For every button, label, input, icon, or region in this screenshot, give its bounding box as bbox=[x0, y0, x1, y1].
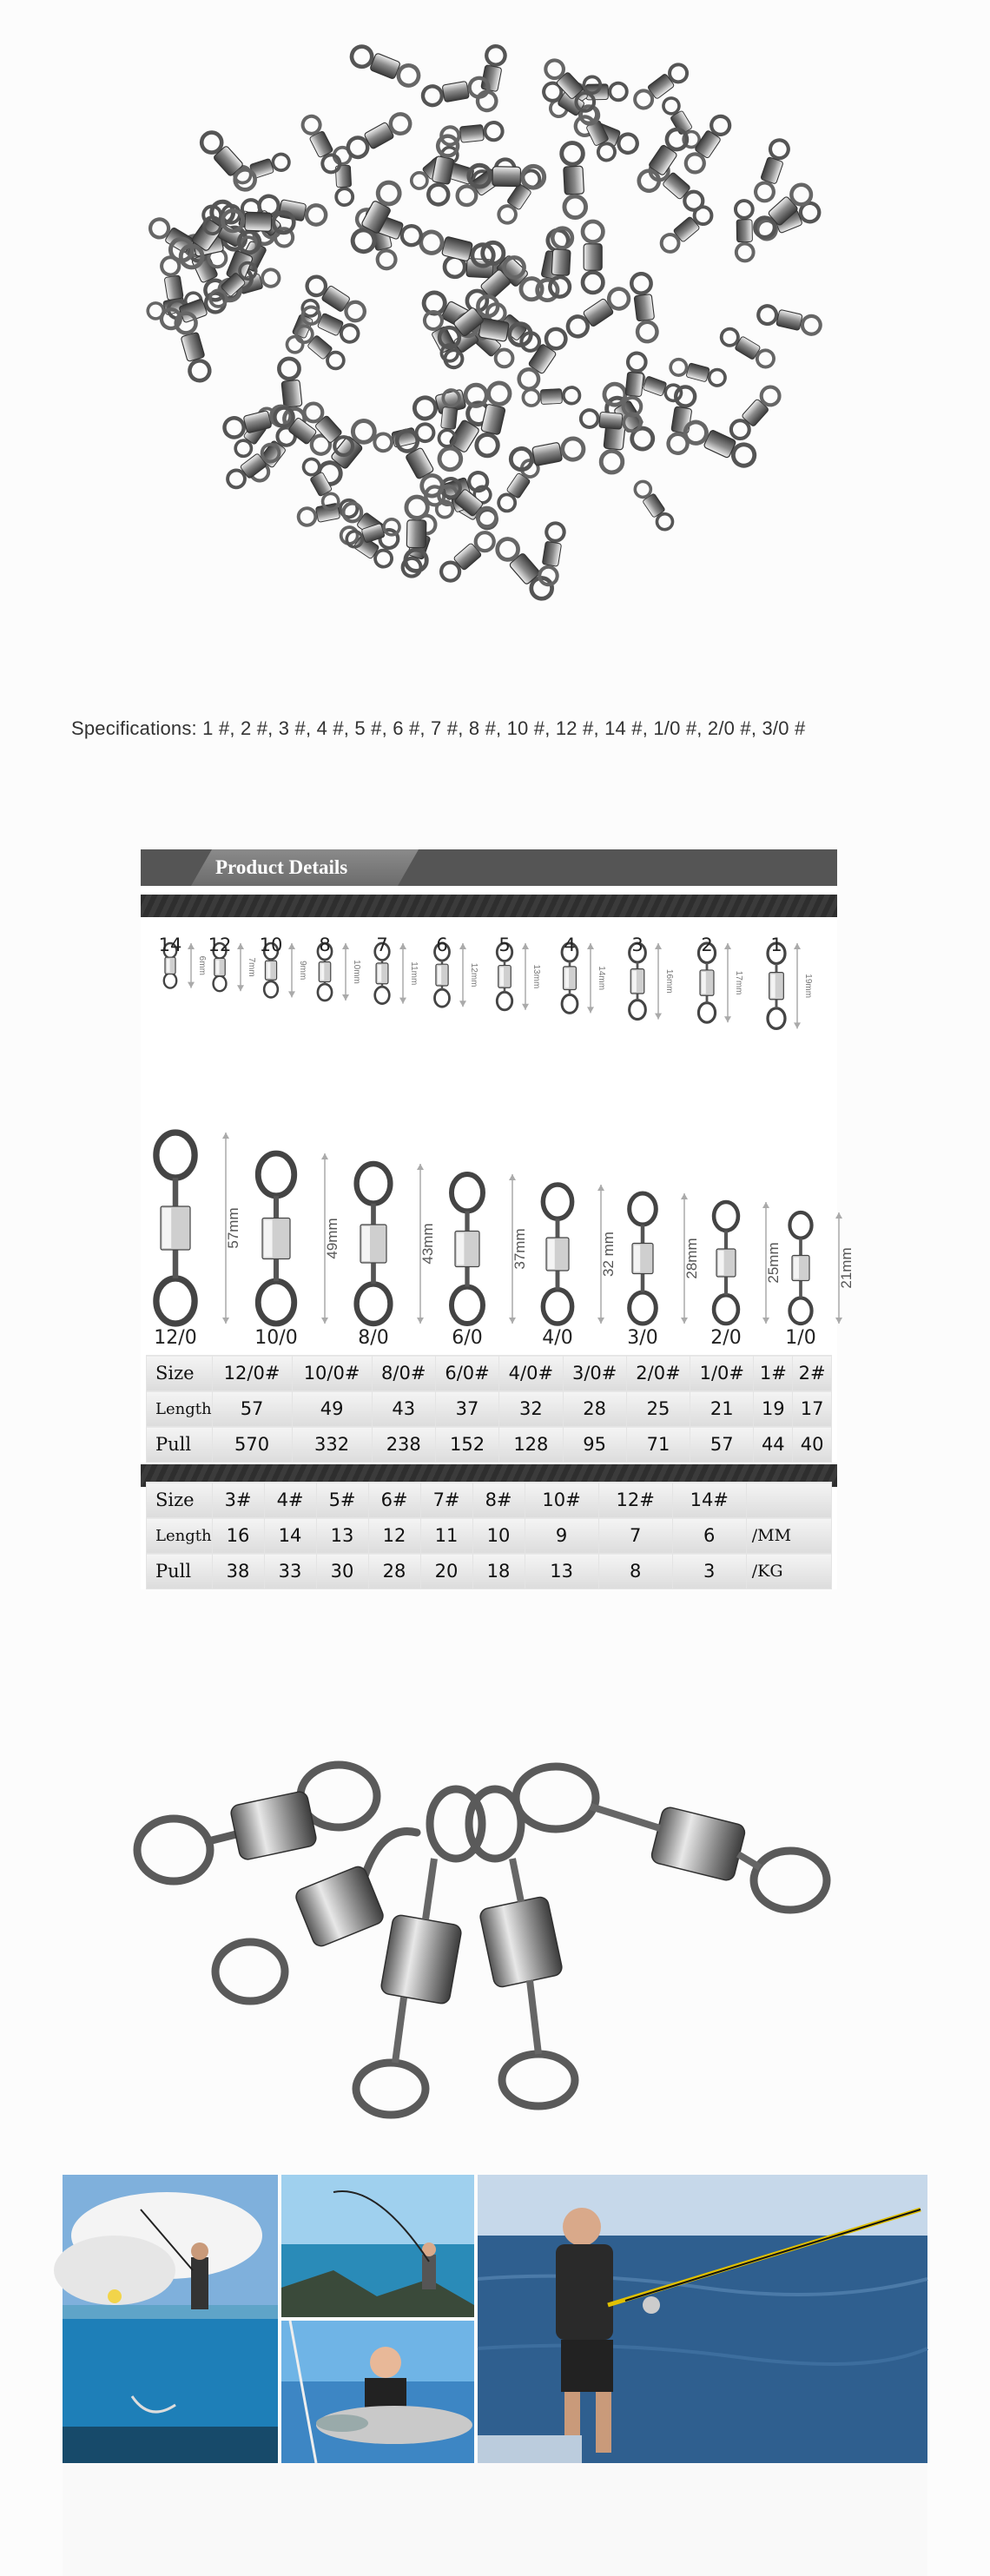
table-row bbox=[147, 1356, 832, 1391]
swivel-diagram-item bbox=[630, 1193, 657, 1324]
table-cell: 32 bbox=[499, 1391, 563, 1427]
table-row bbox=[147, 1483, 832, 1518]
size-label: 2 bbox=[701, 935, 713, 955]
length-label: 12mm bbox=[469, 962, 478, 987]
swivel-diagram-item bbox=[452, 1174, 483, 1324]
arrow-head bbox=[399, 943, 406, 949]
row-header-size: Size bbox=[147, 1483, 213, 1518]
size-label: 3/0 bbox=[627, 1327, 658, 1349]
table-row bbox=[147, 1554, 832, 1589]
arrow-head bbox=[188, 982, 195, 988]
table-cell: 49 bbox=[292, 1391, 372, 1427]
swivel-item bbox=[349, 43, 422, 89]
swivel-diagram-item bbox=[543, 1185, 571, 1324]
details-title: Product Details bbox=[215, 856, 348, 878]
swivel-item bbox=[658, 203, 716, 255]
footer-spacer bbox=[63, 2463, 927, 2576]
swivel-item bbox=[632, 479, 676, 532]
arrow-head bbox=[509, 1174, 516, 1180]
table-cell: 44 bbox=[754, 1427, 793, 1463]
arrow-head bbox=[342, 943, 349, 949]
table-cell: 25 bbox=[626, 1391, 690, 1427]
large-swivels-diagram bbox=[141, 1112, 855, 1339]
table-cell: 33 bbox=[264, 1554, 316, 1589]
length-label: 13mm bbox=[531, 964, 541, 989]
arrow-head bbox=[459, 943, 466, 949]
arrow-head bbox=[417, 1318, 424, 1324]
table-cell: 4# bbox=[264, 1483, 316, 1518]
table-cell: 12 bbox=[368, 1518, 420, 1554]
length-label: 19mm bbox=[803, 974, 813, 999]
table-cell: 38 bbox=[212, 1554, 264, 1589]
table-cell: 95 bbox=[563, 1427, 626, 1463]
table-cell: 332 bbox=[292, 1427, 372, 1463]
size-label: 4 bbox=[564, 935, 576, 955]
size-label: 2/0 bbox=[710, 1327, 742, 1349]
table-cell: 3/0# bbox=[563, 1356, 626, 1391]
table-cell: 7 bbox=[598, 1518, 672, 1554]
product-image-swivels-closeup bbox=[104, 1746, 886, 2110]
size-table-2 bbox=[146, 1482, 832, 1589]
table-cell: 13 bbox=[316, 1518, 368, 1554]
arrow-head bbox=[222, 1318, 229, 1324]
size-label: 4/0 bbox=[542, 1327, 573, 1349]
table-cell: 6 bbox=[672, 1518, 746, 1554]
size-label: 10 bbox=[259, 935, 283, 955]
size-label: 12 bbox=[208, 935, 232, 955]
arrow-head bbox=[188, 943, 195, 949]
swivel-item bbox=[736, 201, 754, 261]
arrow-head bbox=[417, 1164, 424, 1170]
table-cell: 570 bbox=[212, 1427, 292, 1463]
arrow-head bbox=[655, 943, 662, 949]
swivel-item bbox=[197, 129, 259, 194]
table-cell: 21 bbox=[690, 1391, 754, 1427]
swivel-item bbox=[583, 221, 603, 293]
arrow-head bbox=[681, 1193, 688, 1199]
swivel-item bbox=[495, 457, 541, 514]
swivel-item bbox=[440, 122, 503, 145]
table-cell: 2/0# bbox=[626, 1356, 690, 1391]
arrow-head bbox=[321, 1318, 328, 1324]
arrow-head bbox=[509, 1318, 516, 1324]
table-cell: 238 bbox=[372, 1427, 435, 1463]
size-label: 6/0 bbox=[452, 1327, 483, 1349]
length-label: 49mm bbox=[324, 1218, 340, 1259]
length-label: 14mm bbox=[597, 966, 606, 991]
size-label: 12/0 bbox=[154, 1327, 197, 1349]
length-label: 17mm bbox=[734, 970, 743, 995]
arrow-head bbox=[222, 1133, 229, 1139]
product-image-swivel-pile bbox=[96, 17, 894, 608]
swivel-item bbox=[753, 138, 790, 204]
length-label: 25mm bbox=[765, 1242, 782, 1284]
length-label: 21mm bbox=[838, 1247, 855, 1289]
table-cell: 28 bbox=[368, 1554, 420, 1589]
size-label: 8 bbox=[319, 935, 331, 955]
arrow-head bbox=[459, 1001, 466, 1007]
arrow-head bbox=[835, 1212, 842, 1219]
swivel-item bbox=[728, 383, 783, 442]
arrow-head bbox=[681, 1318, 688, 1324]
swivel-item bbox=[421, 76, 490, 107]
photo-man-fishing-boat bbox=[478, 2175, 927, 2463]
swivel-item bbox=[756, 304, 822, 336]
swivel-diagram-item bbox=[789, 1212, 811, 1324]
arrow-head bbox=[587, 943, 594, 949]
table-cell: 8# bbox=[472, 1483, 525, 1518]
swivel-item bbox=[345, 110, 413, 161]
arrow-head bbox=[762, 1318, 769, 1324]
table-cell: 71 bbox=[626, 1427, 690, 1463]
swivel-item bbox=[631, 61, 690, 111]
arrow-head bbox=[342, 994, 349, 1001]
arrow-head bbox=[399, 998, 406, 1004]
row-header-length: Length bbox=[147, 1391, 213, 1427]
arrow-head bbox=[237, 985, 244, 991]
photo-angler-underwater bbox=[63, 2175, 278, 2463]
table-cell: 30 bbox=[316, 1554, 368, 1589]
table-cell: 3 bbox=[672, 1554, 746, 1589]
table-cell: 8/0# bbox=[372, 1356, 435, 1391]
arrow-head bbox=[835, 1318, 842, 1324]
swivel-item bbox=[438, 529, 498, 585]
table-cell: 28 bbox=[563, 1391, 626, 1427]
arrow-head bbox=[321, 1153, 328, 1159]
table-cell: 152 bbox=[435, 1427, 498, 1463]
table-cell: 12/0# bbox=[212, 1356, 292, 1391]
table-cell: 8 bbox=[598, 1554, 672, 1589]
photo-angler-rocks bbox=[281, 2175, 474, 2317]
table-row bbox=[147, 1518, 832, 1554]
length-label: 6mm bbox=[197, 955, 207, 975]
table-cell: 128 bbox=[499, 1427, 563, 1463]
table-cell: 3# bbox=[212, 1483, 264, 1518]
size-label: 1 bbox=[770, 935, 782, 955]
size-label: 8/0 bbox=[358, 1327, 389, 1349]
product-details-card bbox=[141, 849, 855, 1589]
table-cell: 6# bbox=[368, 1483, 420, 1518]
length-label: 37mm bbox=[512, 1228, 528, 1270]
arrow-head bbox=[522, 943, 529, 949]
swivel-item bbox=[669, 358, 727, 387]
swivel-item bbox=[373, 422, 435, 452]
table-cell: 20 bbox=[420, 1554, 472, 1589]
table-cell: 13 bbox=[525, 1554, 598, 1589]
length-label: 57mm bbox=[225, 1207, 241, 1249]
swivel-diagram-item bbox=[357, 1164, 391, 1324]
table-cell: 5# bbox=[316, 1483, 368, 1518]
table-cell: 10# bbox=[525, 1483, 598, 1518]
arrow-head bbox=[597, 1318, 604, 1324]
size-label: 10/0 bbox=[254, 1327, 298, 1349]
arrow-head bbox=[587, 1007, 594, 1013]
swivel-item bbox=[474, 381, 512, 459]
specifications-text: Specifications: 1 #, 2 #, 3 #, 4 #, 5 #, 6 #, 7 #, 8 #, 10 #, 12 #, 14 #, 1/0 #, 2/0 #, 3/0 # bbox=[71, 717, 806, 739]
swivel-diagram-item bbox=[768, 943, 785, 1028]
arrow-head bbox=[288, 991, 295, 997]
length-label: 16mm bbox=[664, 968, 674, 994]
table-cell: 12# bbox=[598, 1483, 672, 1518]
table-cell: 19 bbox=[754, 1391, 793, 1427]
fishing-photo-collage bbox=[63, 2175, 927, 2463]
table-cell: 14# bbox=[672, 1483, 746, 1518]
length-label: 10mm bbox=[352, 960, 361, 984]
table-cell: 2# bbox=[793, 1356, 832, 1391]
size-label: 3 bbox=[631, 935, 644, 955]
table-cell: 18 bbox=[472, 1554, 525, 1589]
swivel-diagram-item bbox=[714, 1202, 738, 1324]
table-cell: 7# bbox=[420, 1483, 472, 1518]
table-cell: 10/0# bbox=[292, 1356, 372, 1391]
swivel-item bbox=[630, 273, 658, 343]
length-label: 11mm bbox=[409, 961, 419, 986]
swivel-diagram-item bbox=[258, 1153, 294, 1324]
table-cell: 9 bbox=[525, 1518, 598, 1554]
size-label: 14 bbox=[158, 935, 182, 955]
table-cell: 17 bbox=[793, 1391, 832, 1427]
arrow-head bbox=[655, 1014, 662, 1020]
length-label: 43mm bbox=[419, 1223, 436, 1265]
arrow-head bbox=[597, 1185, 604, 1191]
size-label: 5 bbox=[498, 935, 511, 955]
arrow-head bbox=[288, 943, 295, 949]
swivel-item bbox=[718, 326, 776, 370]
swivel-item bbox=[561, 142, 586, 218]
table-cell: 57 bbox=[690, 1427, 754, 1463]
table-cell: 37 bbox=[435, 1391, 498, 1427]
size-table-1 bbox=[146, 1355, 832, 1463]
table-cell: 11 bbox=[420, 1518, 472, 1554]
row-header-pull: Pull bbox=[147, 1427, 213, 1463]
arrow-head bbox=[724, 1016, 731, 1022]
arrow-head bbox=[794, 943, 801, 949]
table-cell: 6/0# bbox=[435, 1356, 498, 1391]
arrow-head bbox=[762, 1202, 769, 1208]
table-cell: 14 bbox=[264, 1518, 316, 1554]
table-cell: 4/0# bbox=[499, 1356, 563, 1391]
table-cell: 1/0# bbox=[690, 1356, 754, 1391]
row-header-size: Size bbox=[147, 1356, 213, 1391]
header-strip bbox=[141, 895, 837, 917]
length-label: 9mm bbox=[298, 961, 307, 981]
table-row bbox=[147, 1391, 832, 1427]
table-cell bbox=[746, 1483, 831, 1518]
length-label: 7mm bbox=[247, 957, 256, 977]
size-label: 6 bbox=[436, 935, 448, 955]
swivel-item bbox=[683, 113, 734, 176]
swivel-item bbox=[300, 304, 360, 345]
table-cell: 57 bbox=[212, 1391, 292, 1427]
row-header-length: Length bbox=[147, 1518, 213, 1554]
unit-mm: /MM bbox=[746, 1518, 831, 1554]
length-label: 32 mm bbox=[600, 1232, 617, 1277]
unit-kg: /KG bbox=[746, 1554, 831, 1589]
small-swivels-diagram bbox=[141, 917, 837, 1100]
table-cell: 1# bbox=[754, 1356, 793, 1391]
swivel-diagram-item bbox=[156, 1133, 195, 1324]
table-cell: 10 bbox=[472, 1518, 525, 1554]
photo-woman-with-fish bbox=[281, 2321, 474, 2463]
arrow-head bbox=[794, 1022, 801, 1028]
swivel-item bbox=[682, 419, 758, 469]
table-cell: 16 bbox=[212, 1518, 264, 1554]
table-cell: 43 bbox=[372, 1391, 435, 1427]
arrow-head bbox=[522, 1004, 529, 1010]
length-label: 28mm bbox=[683, 1238, 700, 1279]
table-row bbox=[147, 1427, 832, 1463]
arrow-head bbox=[724, 943, 731, 949]
size-label: 1/0 bbox=[785, 1327, 816, 1349]
row-header-pull: Pull bbox=[147, 1554, 213, 1589]
table-cell: 40 bbox=[793, 1427, 832, 1463]
size-label: 7 bbox=[376, 935, 388, 955]
arrow-head bbox=[237, 943, 244, 949]
